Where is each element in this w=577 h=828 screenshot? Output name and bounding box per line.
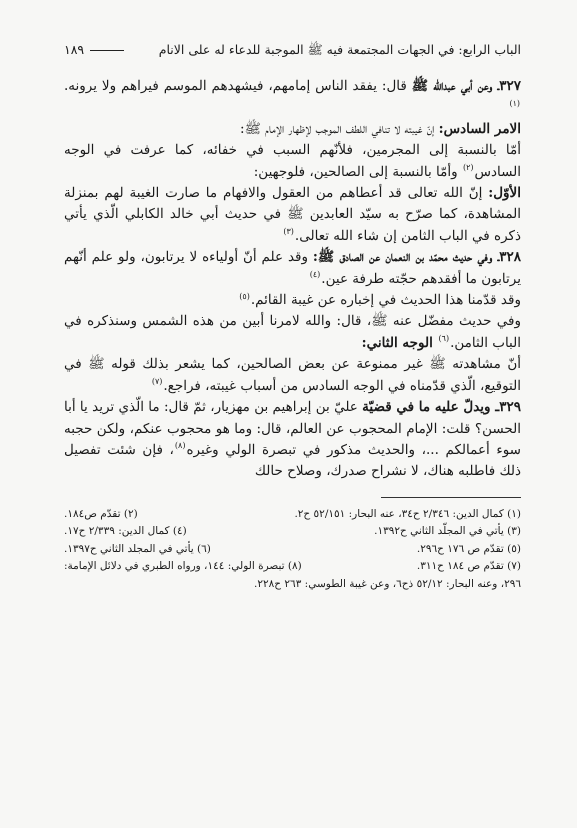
paragraph [64, 119, 521, 140]
text-segment: وغيره [186, 441, 219, 458]
footnote-row [64, 576, 521, 594]
text-segment: السادس [474, 163, 521, 180]
bold-text: الامر السادس: [438, 120, 521, 137]
text-segment: لا يرتابون، ولو علم أنّهم يرتابون ما أفقدهم حجّته طرفة عين. [64, 249, 521, 287]
paragraph [64, 354, 521, 397]
footnotes [64, 506, 521, 594]
footnote-item: (٣) يأتي في المجلّد الثاني ح١٣٩٢. [374, 525, 521, 538]
paragraph [64, 247, 521, 290]
text-segment: وقد قدّمنا هذا الحديث في إخباره عن غيبة القائم. [250, 292, 521, 309]
footnote-separator [381, 497, 521, 498]
running-header [64, 40, 521, 62]
paragraph [64, 290, 521, 311]
footnote-item: (١) كمال الدين: ٢/٣٤٦ ح٣٤، عنه البحار: ٥٢/١٥١ ح٢. [294, 507, 521, 520]
page-number-block [64, 40, 130, 60]
footnote-row [64, 558, 521, 576]
text-segment: إنّ غيبته لا تنافي اللطف الموجب لإظهار الإمام ﷺ: [240, 120, 439, 137]
footnote-item: (٤) كمال الدين: ٢/٣٣٩ ح١٧. [64, 525, 187, 538]
bold-text: ٣٢٩ـ ويدلّ عليه ما في قضيّة [362, 399, 522, 416]
bold-text: ٣٢٧ـ وعن أبي عبدالله ﷺ [411, 78, 521, 94]
footnote-ref: (٨) [174, 441, 186, 451]
text-segment: وقد علم أنّ أولياءه [202, 249, 313, 266]
main-text [64, 76, 521, 483]
footnote-ref: (٤) [309, 270, 321, 280]
text-segment: عنكم، ولكن حجبه سوء أعمالكم ...، والحديث مذكور في تبصرة الولي [64, 420, 521, 458]
footnote-item: (٧) تقدّم ص ١٨٤ ح٣١١. [416, 560, 521, 573]
text-segment: وسنذكره في الباب الثامن. [64, 313, 521, 351]
footnote-ref: (٦) [438, 334, 450, 344]
text-segment: تريد يا أبا الحسن؟ قلت: الإمام المحجوب عن العالم، قال: وما هو محجوب [64, 399, 521, 437]
text-segment: أنّ مشاهدته ﷺ غير ممنوعة عن بعض الصالحين، كما يشعر بذلك قوله ﷺ [88, 356, 521, 373]
footnote-ref: (٧) [151, 377, 163, 387]
footnote-item: (٦) يأتي في المجلد الثاني ح١٣٩٧. [64, 542, 211, 555]
header-dash [90, 50, 124, 51]
bold-text: ٣٢٨ـ وفي حديث محمّد بن النعمان عن الصادق ﷺ: [312, 249, 522, 266]
text-segment: أمّا بالنسبة إلى المجرمين، فلأنّهم السبب في خفائه، كما عرفت في الوجه [64, 142, 521, 159]
paragraph [64, 140, 521, 183]
footnote-item: (٢) تقدّم ص١٨٤. [64, 507, 138, 520]
text-segment: وأمّا بالنسبة إلى الصالحين، فلوجهين: [253, 163, 462, 180]
text-segment: قال: يفقد الناس إمامهم، فيشهدهم الموسم [163, 78, 412, 94]
text-segment: إنّ الله تعالى قد أعطاهم من العقول والافهام ما صارت الغيبة لهم [104, 185, 489, 202]
text-segment: فيراهم ولا يرونه. [64, 78, 159, 94]
page-number: ١٨٩ [64, 42, 85, 57]
bold-text: الوجه الثاني: [361, 334, 438, 351]
paragraph [64, 311, 521, 354]
text-segment: ، فإن شئت تفصيل ذلك فاطلبه هناك، لا نشراح صدرك، وصلاح حالك [64, 441, 521, 480]
footnote-ref: (٥) [239, 291, 250, 301]
bold-text: الأوّل: [488, 185, 521, 202]
text-segment: عليّ بن إبراهيم بن مهزيار، ثمّ قال: ما الّذي [118, 399, 363, 416]
header-title: الباب الرابع: في الجهات المجتمعة فيه ﷺ الموجبة للدعاء له على الانام [158, 42, 521, 57]
paragraph [64, 397, 521, 483]
footnote-row [64, 541, 521, 559]
text-segment: وفي حديث مفضّل عنه ﷺ، قال: والله لامرنا أبين من هذه الشمس [142, 313, 522, 330]
footnote-ref: (٢) [462, 163, 474, 173]
footnote-item: (٨) تبصرة الولي: ١٤٤، ورواه الطبري في دلائل الإمامة: [64, 560, 302, 573]
footnote-ref: (١) [509, 98, 520, 108]
text-segment: الّذي يأتي ذكره في الباب الثامن إن شاء الله تعالى. [64, 206, 521, 244]
text-segment: في التوقيع، الّذي قدّمناه في الوجه السادس من أسباب غيبته، فراجع. [64, 356, 521, 394]
paragraph [64, 183, 521, 247]
paragraph [64, 76, 521, 119]
footnote-item: (٥) تقدّم ص ١٧٦ ح٢٩٦. [416, 542, 521, 555]
footnote-row [64, 506, 521, 524]
footnote-item: ٢٩٦، وعنه البحار: ٥٢/١٢ ذح٦، وعن غيبة الطوسي: ٢٦٣ ح٢٢٨. [254, 577, 521, 590]
footnote-ref: (٣) [283, 227, 294, 237]
text-segment: بمنزلة المشاهدة، كما صرّح به سيّد العابدين ﷺ في حديث أبي خالد الكابلي [64, 185, 521, 223]
footnote-row [64, 523, 521, 541]
